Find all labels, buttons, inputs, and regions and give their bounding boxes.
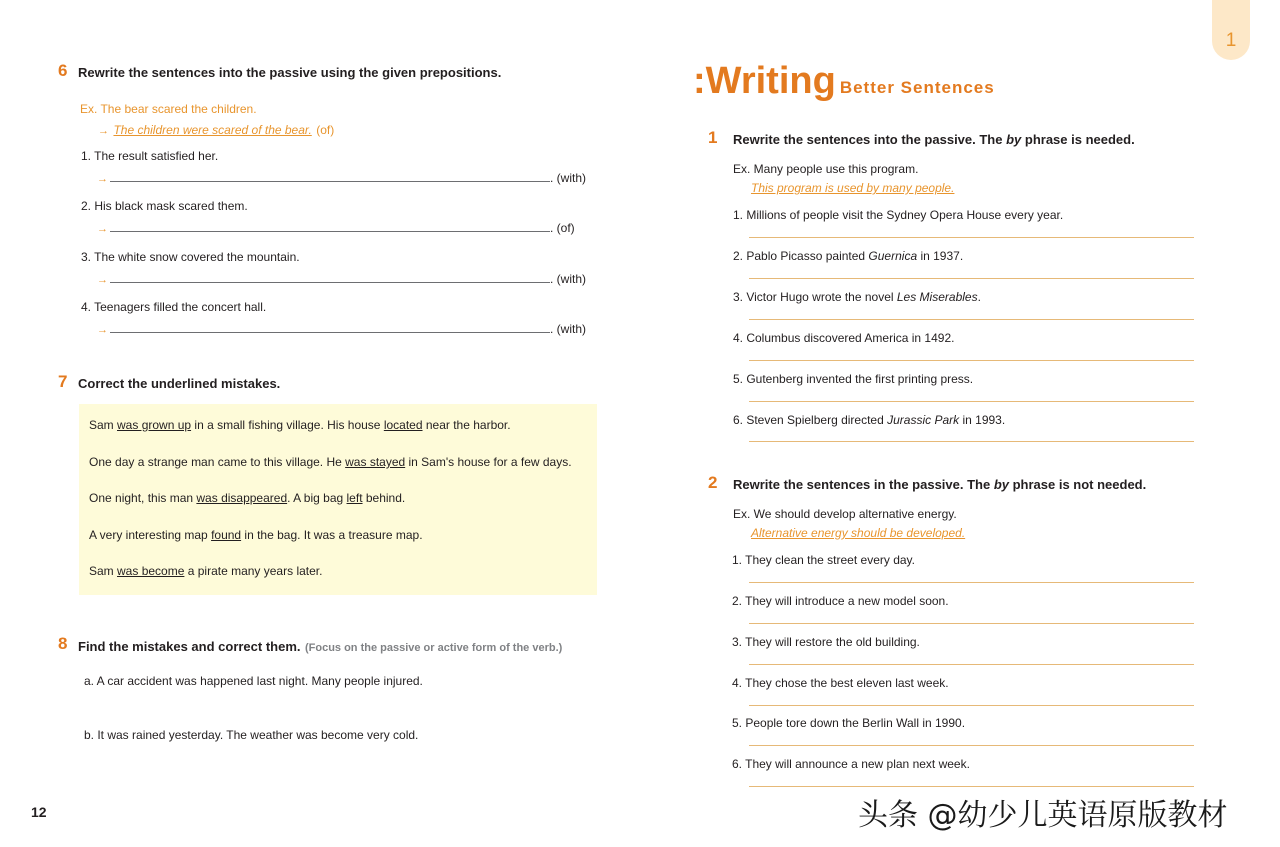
q6-item-4-answer-line [97,320,586,338]
text: 2. Pablo Picasso painted [733,249,869,263]
text: near the harbor. [422,418,511,432]
text: 5. Gutenberg invented the first printing press. [733,372,974,386]
q7-story-box [79,404,597,595]
r-q2-item-3: 3. They will restore the old building. [732,635,920,649]
r-q1-item-1 [733,208,1063,222]
q6-item-3: 3. The white snow covered the mountain. [81,250,300,264]
q6-number: 6 [58,61,68,80]
answer-line[interactable] [749,582,1194,583]
answer-blank[interactable] [110,323,550,333]
q7-line-3 [89,491,405,505]
q7-line-2 [89,455,572,469]
answer-line[interactable] [749,441,1194,442]
text: in Sam's house for a few days. [405,455,572,469]
heading-title: Writing [705,60,836,102]
answer-line[interactable] [749,786,1194,787]
arrow-icon: → [98,125,109,137]
q8-hint: (Focus on the passive or active form of the verb.) [304,642,563,654]
q7-title: Correct the underlined mistakes. [78,376,281,391]
answer-line[interactable] [749,319,1194,320]
q7-line-1 [89,418,511,432]
text: a pirate many years later. [184,564,323,578]
page-number: 12 [31,804,47,820]
text: phrase is needed. [1021,132,1135,147]
answer-line[interactable] [749,237,1194,238]
q8-number: 8 [58,634,68,653]
answer-blank[interactable] [110,172,550,182]
chapter-tab: 1 [1212,0,1250,60]
answer-line[interactable] [749,664,1194,665]
q6-example-answer-line [98,121,334,139]
text: A very interesting map [89,528,212,542]
text: . A big bag [287,491,347,505]
text: 1. Millions of people visit the Sydney Opera House every year. [733,208,1064,222]
r-q2-title [733,477,1146,492]
q8-title-line [78,638,562,656]
q6-example: Ex. The bear scared the children. [80,102,257,116]
r-q1-example: Ex. Many people use this program. [733,162,919,176]
heading-subtitle: Better Sentences [839,78,995,97]
underlined-mistake: was stayed [345,455,406,469]
text: Jurassic Park [887,413,960,427]
q8-item-a: a. A car accident was happened last night. Many people injured. [84,674,423,688]
answer-line[interactable] [749,278,1194,279]
q8-title: Find the mistakes and correct them. [78,639,301,654]
text: Sam [89,418,118,432]
text: by [993,477,1009,492]
text: in a small fishing village. His house [191,418,384,432]
underlined-mistake: was grown up [117,418,192,432]
text: Rewrite the sentences into the passive. The [733,132,1007,147]
text: in 1993. [959,413,1006,427]
underlined-mistake: was disappeared [196,491,288,505]
r-q2-item-6: 6. They will announce a new plan next week. [732,757,970,771]
text: 4. Columbus discovered America in 1492. [733,331,955,345]
q8-item-b: b. It was rained yesterday. The weather was become very cold. [84,728,419,742]
r-q1-number: 1 [708,128,718,147]
text: Rewrite the sentences in the passive. The [733,477,994,492]
r-q2-example-answer: Alternative energy should be developed. [751,526,966,540]
q6-item-2-answer-line [97,219,575,237]
r-q2-number: 2 [708,473,718,492]
r-q1-item-5 [733,372,973,386]
arrow-icon: → [97,173,108,185]
text: . [977,290,981,304]
answer-blank[interactable] [110,273,550,283]
text: behind. [362,491,406,505]
q7-line-5 [89,564,322,578]
q6-example-prep: (of) [316,123,335,137]
r-q2-item-4: 4. They chose the best eleven last week. [732,676,949,690]
section-heading [693,60,995,103]
text: in the bag. It was a treasure map. [241,528,423,542]
q6-example-answer: The children were scared of the bear. [113,123,312,137]
text: in 1937. [917,249,964,263]
text: by [1006,132,1022,147]
text: 3. Victor Hugo wrote the novel [733,290,897,304]
underlined-mistake: located [383,418,423,432]
arrow-icon: → [97,223,108,235]
q6-item-1-answer-line [97,169,586,187]
r-q1-item-2 [733,249,963,263]
answer-line[interactable] [749,745,1194,746]
text: Les Miserables [896,290,978,304]
r-q1-example-answer: This program is used by many people. [751,181,955,195]
arrow-icon: → [97,324,108,336]
q7-line-4 [89,528,423,542]
answer-line[interactable] [749,401,1194,402]
q6-item-4: 4. Teenagers filled the concert hall. [81,300,267,314]
text: One day a strange man came to this village. He [89,455,346,469]
q6-title: Rewrite the sentences into the passive using the given prepositions. [78,65,502,80]
r-q1-item-6 [733,413,1005,427]
r-q1-item-3 [733,290,981,304]
text: phrase is not needed. [1008,477,1147,492]
r-q2-example: Ex. We should develop alternative energy. [733,507,957,521]
underlined-mistake: was become [117,564,185,578]
underlined-mistake: left [346,491,363,505]
r-q1-item-4 [733,331,954,345]
watermark: 头条 @幼少儿英语原版教材 [858,798,1228,833]
text: 6. Steven Spielberg directed [733,413,888,427]
q6-item-3-prep: . (with) [550,272,586,286]
r-q2-item-1: 1. They clean the street every day. [732,553,915,567]
r-q1-title [733,132,1135,147]
text: Guernica [868,249,918,263]
q6-item-3-answer-line [97,270,586,288]
heading-colon: : [693,60,706,102]
q6-item-1: 1. The result satisfied her. [81,149,219,163]
r-q2-item-2: 2. They will introduce a new model soon. [732,594,949,608]
underlined-mistake: found [211,528,242,542]
answer-line[interactable] [749,623,1194,624]
r-q2-item-5: 5. People tore down the Berlin Wall in 1990. [732,716,966,730]
answer-blank[interactable] [110,222,550,232]
text: One night, this man [89,491,197,505]
q6-item-2: 2. His black mask scared them. [81,199,248,213]
arrow-icon: → [97,274,108,286]
answer-line[interactable] [749,705,1194,706]
q6-item-4-prep: . (with) [550,322,586,336]
q7-number: 7 [58,372,68,391]
text: Sam [89,564,118,578]
q6-item-1-prep: . (with) [550,171,586,185]
q6-item-2-prep: . (of) [550,221,575,235]
answer-line[interactable] [749,360,1194,361]
